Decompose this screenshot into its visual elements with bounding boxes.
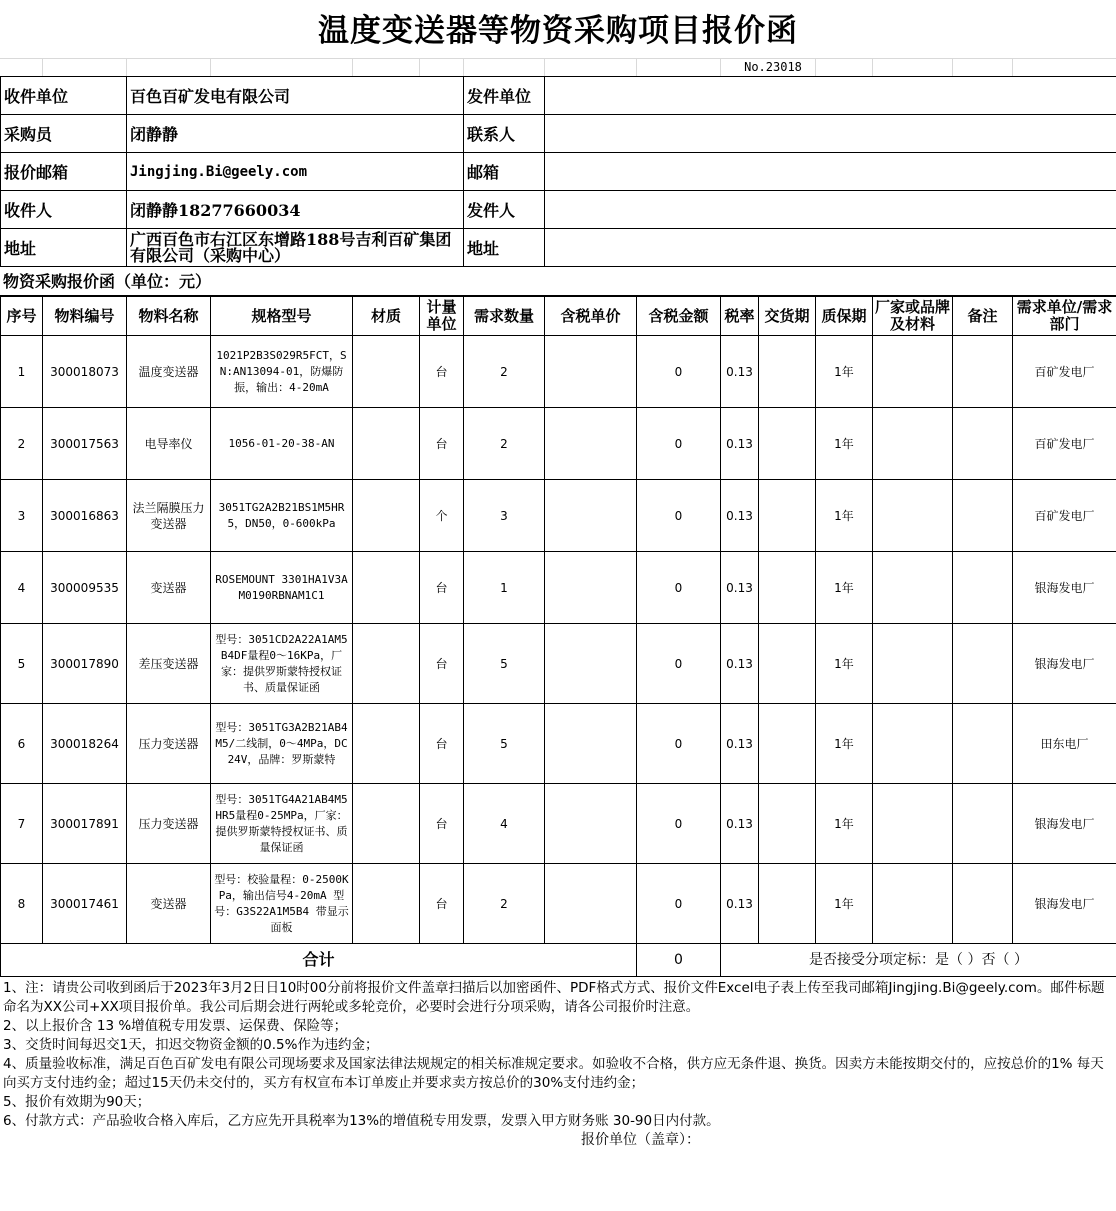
- cell-brand[interactable]: [873, 336, 953, 408]
- cell-dept: 百矿发电厂: [1013, 336, 1116, 408]
- cell-material[interactable]: [353, 624, 420, 704]
- recipient-label: 收件人: [1, 191, 127, 229]
- document-number: No.23018: [744, 60, 802, 74]
- header-code: 物料编号: [43, 297, 127, 336]
- cell-code: 300017890: [43, 624, 127, 704]
- cell-price[interactable]: [545, 704, 637, 784]
- header-brand: 厂家或品牌及材料: [873, 297, 953, 336]
- cell-spec: 型号：校验量程：0-2500KPa，输出信号4-20mA 型号：G3S22A1M5B4 带显示面板: [211, 864, 353, 944]
- notes-section: [0, 976, 1116, 1211]
- info-row: [1, 115, 1116, 153]
- cell-unit: 台: [420, 552, 464, 624]
- cell-spec: 1056-01-20-38-AN: [211, 408, 353, 480]
- header-qty: 需求数量: [464, 297, 545, 336]
- cell-delivery[interactable]: [759, 624, 816, 704]
- cell-code: 300017563: [43, 408, 127, 480]
- address2-value[interactable]: [545, 229, 1116, 267]
- cell-unit: 台: [420, 408, 464, 480]
- cell-code: 300018073: [43, 336, 127, 408]
- cell-qty: 5: [464, 704, 545, 784]
- cell-brand[interactable]: [873, 704, 953, 784]
- header-row: [1, 297, 1116, 336]
- cell-tax: 0.13: [721, 336, 759, 408]
- header-amount: 含税金额: [637, 297, 721, 336]
- cell-no: 6: [1, 704, 43, 784]
- cell-delivery[interactable]: [759, 864, 816, 944]
- cell-amount[interactable]: 0: [637, 864, 721, 944]
- cell-name: 压力变送器: [127, 784, 211, 864]
- cell-code: 300009535: [43, 552, 127, 624]
- cell-code: 300018264: [43, 704, 127, 784]
- sender-value[interactable]: [545, 191, 1116, 229]
- quote-email-label: 报价邮箱: [1, 153, 127, 191]
- cell-brand[interactable]: [873, 480, 953, 552]
- cell-material[interactable]: [353, 552, 420, 624]
- cell-price[interactable]: [545, 480, 637, 552]
- cell-remark[interactable]: [953, 624, 1013, 704]
- cell-delivery[interactable]: [759, 704, 816, 784]
- cell-name: 法兰隔膜压力变送器: [127, 480, 211, 552]
- table-row: [1, 480, 1116, 552]
- cell-qty: 2: [464, 864, 545, 944]
- cell-warranty: 1年: [816, 704, 873, 784]
- table-row: [1, 864, 1116, 944]
- info-row: [1, 77, 1116, 115]
- cell-no: 7: [1, 784, 43, 864]
- cell-warranty: 1年: [816, 784, 873, 864]
- cell-material[interactable]: [353, 784, 420, 864]
- cell-price[interactable]: [545, 552, 637, 624]
- cell-delivery[interactable]: [759, 408, 816, 480]
- quote-email-value[interactable]: Jingjing.Bi@geely.com: [127, 153, 464, 191]
- cell-name: 差压变送器: [127, 624, 211, 704]
- items-table: [0, 296, 1116, 977]
- sender-unit-value[interactable]: [545, 77, 1116, 115]
- cell-tax: 0.13: [721, 784, 759, 864]
- cell-remark[interactable]: [953, 704, 1013, 784]
- cell-name: 电导率仪: [127, 408, 211, 480]
- cell-qty: 5: [464, 624, 545, 704]
- cell-warranty: 1年: [816, 408, 873, 480]
- cell-tax: 0.13: [721, 704, 759, 784]
- cell-material[interactable]: [353, 480, 420, 552]
- split-acceptance[interactable]: 是否接受分项定标：是（ ）否（ ）: [721, 944, 1116, 977]
- cell-qty: 2: [464, 408, 545, 480]
- cell-tax: 0.13: [721, 624, 759, 704]
- cell-remark[interactable]: [953, 864, 1013, 944]
- cell-remark[interactable]: [953, 408, 1013, 480]
- cell-tax: 0.13: [721, 864, 759, 944]
- grid-cell: [0, 58, 1013, 76]
- note-5: 5、报价有效期为90天；: [3, 1094, 151, 1110]
- cell-dept: 百矿发电厂: [1013, 408, 1116, 480]
- cell-price[interactable]: [545, 336, 637, 408]
- cell-spec: 型号：3051TG4A21AB4M5HR5量程0-25MPa，厂家：提供罗斯蒙特授权证书、质量保证函: [211, 784, 353, 864]
- cell-price[interactable]: [545, 784, 637, 864]
- cell-material[interactable]: [353, 704, 420, 784]
- table-row: [1, 552, 1116, 624]
- header-warranty: 质保期: [816, 297, 873, 336]
- cell-unit: 个: [420, 480, 464, 552]
- cell-amount[interactable]: 0: [637, 784, 721, 864]
- cell-material[interactable]: [353, 864, 420, 944]
- cell-no: 2: [1, 408, 43, 480]
- receiver-unit-label: 收件单位: [1, 77, 127, 115]
- cell-spec: 3051TG2A2B21BS1M5HR5，DN50，0-600kPa: [211, 480, 353, 552]
- cell-material[interactable]: [353, 336, 420, 408]
- address-label: 地址: [1, 229, 127, 267]
- cell-qty: 1: [464, 552, 545, 624]
- cell-tax: 0.13: [721, 480, 759, 552]
- cell-spec: 型号：3051TG3A2B21AB4M5/二线制，0～4MPa，DC24V，品牌：罗斯蒙特: [211, 704, 353, 784]
- cell-qty: 2: [464, 336, 545, 408]
- header-name: 物料名称: [127, 297, 211, 336]
- cell-unit: 台: [420, 864, 464, 944]
- cell-dept: 银海发电厂: [1013, 864, 1116, 944]
- buyer-label: 采购员: [1, 115, 127, 153]
- cell-warranty: 1年: [816, 864, 873, 944]
- cell-dept: 田东电厂: [1013, 704, 1116, 784]
- stamp-label: 报价单位（盖章）：: [581, 1132, 700, 1148]
- cell-spec: 1021P2B3S029R5FCT，SN:AN13094-01，防爆防振，输出：4-20mA: [211, 336, 353, 408]
- cell-no: 3: [1, 480, 43, 552]
- cell-price[interactable]: [545, 864, 637, 944]
- recipient-value[interactable]: 闭静静18277660034: [127, 191, 464, 229]
- sender-unit-label: 发件单位: [464, 77, 545, 115]
- cell-name: 变送器: [127, 864, 211, 944]
- cell-amount[interactable]: 0: [637, 552, 721, 624]
- cell-warranty: 1年: [816, 552, 873, 624]
- note-2: 2、以上报价含 13 %增值税专用发票、运保费、保险等；: [3, 1018, 348, 1034]
- header-unit: 计量单位: [420, 297, 464, 336]
- info-row: [1, 153, 1116, 191]
- cell-no: 8: [1, 864, 43, 944]
- cell-dept: 银海发电厂: [1013, 552, 1116, 624]
- cell-brand[interactable]: [873, 408, 953, 480]
- note-4: 4、质量验收标准，满足百色百矿发电有限公司现场要求及国家法律法规规定的相关标准规定要求。如验收不合格，供方应无条件退、换货。因卖方未能按期交付的，应按总价的1% 每天向买方支付违约金；超过15天仍未交付的，买方有权宣布本订单废止并要求卖方按总价的30%支付违约金；: [3, 1056, 1104, 1091]
- header-remark: 备注: [953, 297, 1013, 336]
- cell-no: 5: [1, 624, 43, 704]
- cell-delivery[interactable]: [759, 552, 816, 624]
- buyer-value[interactable]: 闭静静: [127, 115, 464, 153]
- table-row: [1, 336, 1116, 408]
- cell-tax: 0.13: [721, 408, 759, 480]
- email-value[interactable]: [545, 153, 1116, 191]
- cell-brand[interactable]: [873, 552, 953, 624]
- cell-remark[interactable]: [953, 336, 1013, 408]
- cell-spec: ROSEMOUNT 3301HA1V3AM0190RBNAM1C1: [211, 552, 353, 624]
- cell-unit: 台: [420, 784, 464, 864]
- cell-code: 300017461: [43, 864, 127, 944]
- cell-delivery[interactable]: [759, 480, 816, 552]
- contact-label: 联系人: [464, 115, 545, 153]
- cell-brand[interactable]: [873, 784, 953, 864]
- cell-price[interactable]: [545, 408, 637, 480]
- cell-amount[interactable]: 0: [637, 480, 721, 552]
- section-title: 物资采购报价函（单位：元）: [0, 266, 1116, 296]
- sender-label: 发件人: [464, 191, 545, 229]
- cell-amount[interactable]: 0: [637, 408, 721, 480]
- cell-dept: 银海发电厂: [1013, 784, 1116, 864]
- cell-remark[interactable]: [953, 552, 1013, 624]
- cell-unit: 台: [420, 704, 464, 784]
- total-label: 合计: [1, 944, 637, 977]
- cell-material[interactable]: [353, 408, 420, 480]
- cell-delivery[interactable]: [759, 784, 816, 864]
- cell-warranty: 1年: [816, 480, 873, 552]
- header-price: 含税单价: [545, 297, 637, 336]
- header-material: 材质: [353, 297, 420, 336]
- header-grid-row: [0, 58, 1116, 76]
- info-table: [0, 76, 1116, 267]
- cell-code: 300016863: [43, 480, 127, 552]
- contact-value[interactable]: [545, 115, 1116, 153]
- cell-name: 压力变送器: [127, 704, 211, 784]
- cell-unit: 台: [420, 336, 464, 408]
- cell-no: 4: [1, 552, 43, 624]
- info-row: [1, 191, 1116, 229]
- receiver-unit-value[interactable]: 百色百矿发电有限公司: [127, 77, 464, 115]
- note-1: 1、注：请贵公司收到函后于2023年3月2日日10时00分前将报价文件盖章扫描后以加密函件、PDF格式方式、报价文件Excel电子表上传至我司邮箱Jingjing.Bi@geely.com。邮件标题命名为XX公司+XX项目报价单。我公司后期会进行两轮或多轮竞价，必要时会进行分项采购，请各公司报价时注意。: [3, 980, 1105, 1015]
- cell-warranty: 1年: [816, 624, 873, 704]
- info-row: [1, 229, 1116, 267]
- cell-unit: 台: [420, 624, 464, 704]
- cell-amount[interactable]: 0: [637, 336, 721, 408]
- header-delivery: 交货期: [759, 297, 816, 336]
- header-tax: 税率: [721, 297, 759, 336]
- cell-no: 1: [1, 336, 43, 408]
- total-row: [1, 944, 1116, 977]
- table-row: [1, 784, 1116, 864]
- cell-spec: 型号：3051CD2A22A1AM5B4DF量程0～16KPa，厂家：提供罗斯蒙特授权证书、质量保证函: [211, 624, 353, 704]
- cell-name: 变送器: [127, 552, 211, 624]
- cell-qty: 4: [464, 784, 545, 864]
- document-title: 温度变送器等物资采购项目报价函: [0, 0, 1116, 59]
- cell-remark[interactable]: [953, 480, 1013, 552]
- email-label: 邮箱: [464, 153, 545, 191]
- cell-delivery[interactable]: [759, 336, 816, 408]
- cell-warranty: 1年: [816, 336, 873, 408]
- cell-brand[interactable]: [873, 864, 953, 944]
- cell-amount[interactable]: 0: [637, 624, 721, 704]
- header-no: 序号: [1, 297, 43, 336]
- address-value[interactable]: 广西百色市右江区东增路188号吉利百矿集团有限公司（采购中心）: [127, 229, 464, 267]
- cell-tax: 0.13: [721, 552, 759, 624]
- table-row: [1, 408, 1116, 480]
- cell-brand[interactable]: [873, 624, 953, 704]
- table-row: [1, 704, 1116, 784]
- cell-code: 300017891: [43, 784, 127, 864]
- cell-name: 温度变送器: [127, 336, 211, 408]
- cell-remark[interactable]: [953, 784, 1013, 864]
- table-row: [1, 624, 1116, 704]
- cell-dept: 银海发电厂: [1013, 624, 1116, 704]
- cell-amount[interactable]: 0: [637, 704, 721, 784]
- cell-dept: 百矿发电厂: [1013, 480, 1116, 552]
- header-dept: 需求单位/需求部门: [1013, 297, 1116, 336]
- cell-qty: 3: [464, 480, 545, 552]
- header-spec: 规格型号: [211, 297, 353, 336]
- address2-label: 地址: [464, 229, 545, 267]
- note-6: 6、付款方式：产品验收合格入库后，乙方应先开具税率为13%的增值税专用发票，发票入甲方财务账 30-90日内付款。: [3, 1113, 720, 1129]
- note-3: 3、交货时间每迟交1天，扣迟交物资金额的0.5%作为违约金；: [3, 1037, 379, 1053]
- cell-price[interactable]: [545, 624, 637, 704]
- total-amount[interactable]: 0: [637, 944, 721, 977]
